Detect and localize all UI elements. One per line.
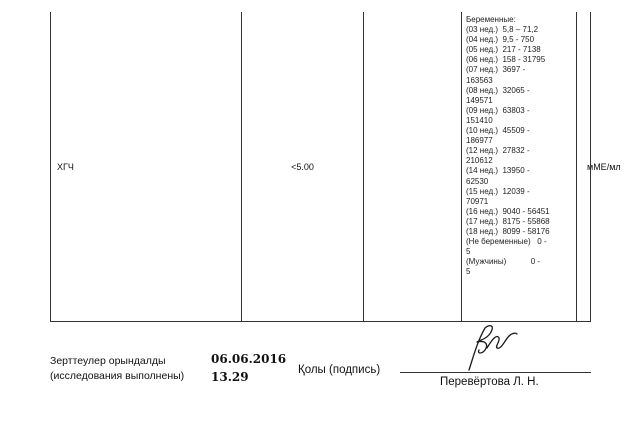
reference-line: (Мужчины) 0 - <box>466 257 541 267</box>
reference-line: (10 нед.) 45509 - <box>466 126 530 136</box>
reference-line: (05 нед.) 217 - 7138 <box>466 45 541 55</box>
result-value: <5.00 <box>291 162 314 172</box>
reference-line: (17 нед.) 8175 - 55868 <box>466 216 550 226</box>
result-cell <box>242 12 363 321</box>
reference-line: (04 нед.) 9,5 - 750 <box>466 35 535 45</box>
reference-line: (18 нед.) 8099 - 58176 <box>466 226 550 236</box>
reference-cell <box>462 12 576 321</box>
empty-cell <box>364 12 461 321</box>
handwritten-signature <box>455 320 525 375</box>
reference-line: (16 нед.) 9040 - 56451 <box>466 206 550 216</box>
reference-line: (Не беременные) 0 - <box>466 237 547 247</box>
units-cell <box>577 12 640 321</box>
reference-line: (03 нед.) 5,8 – 71,2 <box>466 25 539 35</box>
performed-label-kz: Зерттеулер орындалды <box>50 355 166 367</box>
results-table <box>50 12 621 322</box>
reference-line: 186977 <box>466 136 493 146</box>
parameter-name: ХГЧ <box>57 162 74 172</box>
performed-date: 06.06.2016 <box>211 352 287 366</box>
signer-name: Перевёртова Л. Н. <box>440 376 539 388</box>
reference-line: 62530 <box>466 176 489 186</box>
reference-line: 5 <box>466 267 471 277</box>
signature-label: Қолы (подпись) <box>298 364 381 376</box>
reference-line: 5 <box>466 247 471 257</box>
reference-line: 163563 <box>466 75 493 85</box>
performed-time: 13.29 <box>211 370 249 384</box>
reference-line: (06 нед.) 158 - 31795 <box>466 55 546 65</box>
reference-ranges <box>466 15 568 277</box>
reference-line: 151410 <box>466 115 493 125</box>
reference-line: (09 нед.) 63803 - <box>466 105 530 115</box>
reference-line: (15 нед.) 12039 - <box>466 186 530 196</box>
reference-line: 149571 <box>466 95 493 105</box>
reference-line: (07 нед.) 3697 - <box>466 65 526 75</box>
reference-line: (12 нед.) 27832 - <box>466 146 530 156</box>
reference-line: (14 нед.) 13950 - <box>466 166 530 176</box>
performed-label-ru: (исследования выполнены) <box>50 370 185 382</box>
reference-line: Беременные: <box>466 15 516 24</box>
parameter-cell <box>51 12 241 321</box>
reference-line: 70971 <box>466 196 489 206</box>
units-value: мМЕ/мл <box>587 162 621 172</box>
reference-line: 210612 <box>466 156 493 166</box>
reference-line: (08 нед.) 32065 - <box>466 85 530 95</box>
